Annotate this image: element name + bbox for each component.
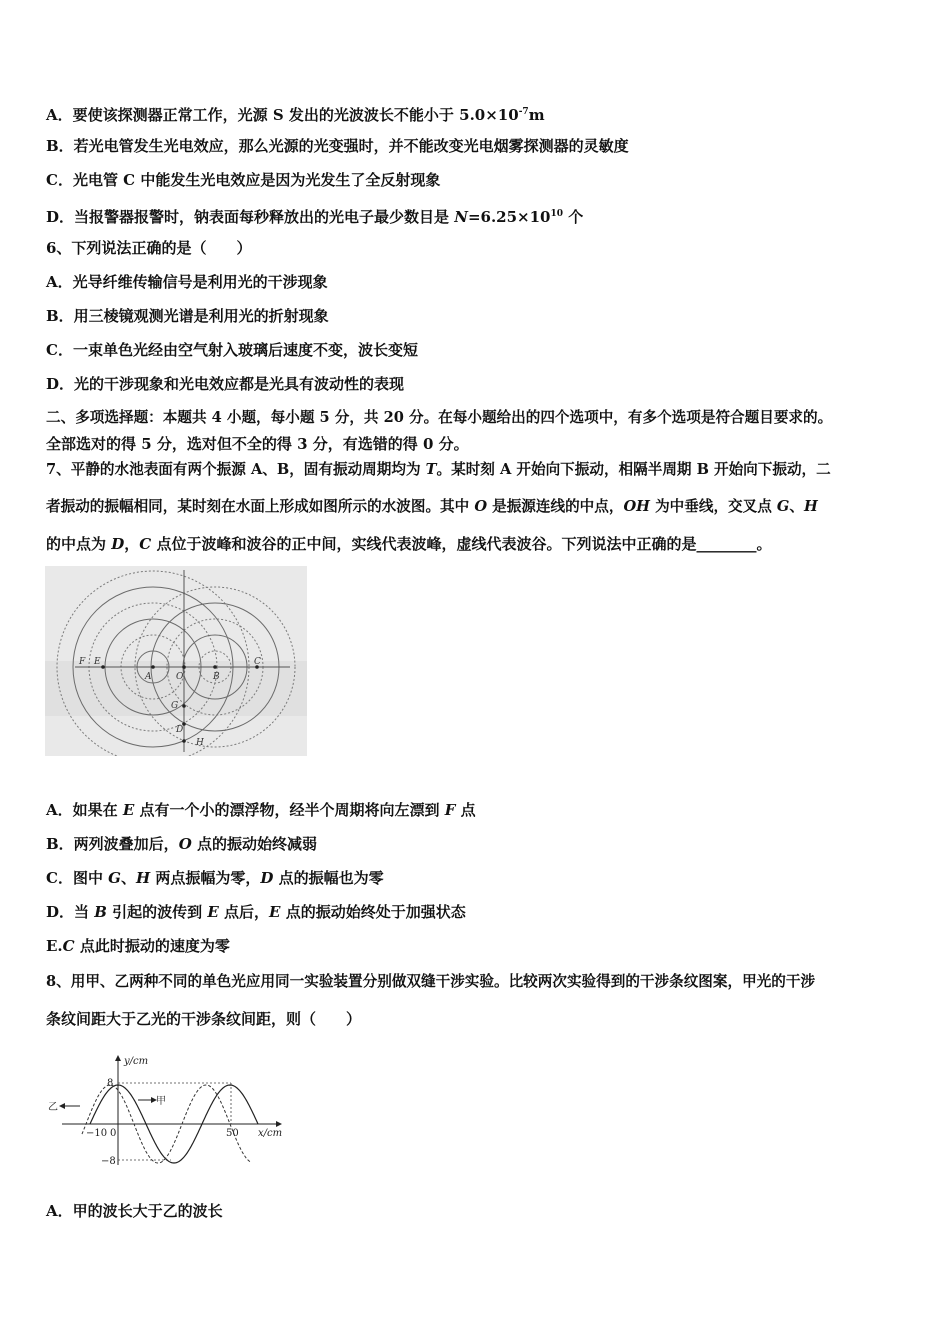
q5-option-b: B．若光电管发生光电效应，那么光源的光变强时，并不能改变光电烟雾探测器的灵敏度 [46,137,629,155]
q7-stem-line1: 7、平静的水池表面有两个振源 A、B，固有振动周期均为 T。某时刻 A 开始向下振动，相隔半周期 B 开始向下振动，二 [46,461,831,478]
q8-stem-line2: 条纹间距大于乙光的干涉条纹间距，则（ ） [46,1010,362,1028]
q7-option-b: B．两列波叠加后，O 点的振动始终减弱 [46,835,317,853]
label-c: C [254,657,261,667]
label-e: E [94,657,101,667]
reference-lines [118,1083,231,1160]
q7-option-c: C．图中 G、H 两点振幅为零，D 点的振幅也为零 [46,869,384,887]
x-tick-zero: 0 [110,1128,117,1139]
y-axis-label: y/cm [124,1056,149,1067]
q8-stem-line1: 8、用甲、乙两种不同的单色光应用同一实验装置分别做双缝干涉实验。比较两次实验得到的干涉条纹图案，甲光的干涉 [46,973,816,990]
y-tick-bottom: −8 [101,1156,116,1167]
q5-option-c: C．光电管 C 中能发生光电效应是因为光发生了全反射现象 [46,171,441,189]
label-f: F [79,657,86,667]
q6-option-c: C．一束单色光经由空气射入玻璃后速度不变，波长变短 [46,341,418,359]
x-tick-fifty: 50 [226,1128,239,1139]
y-tick-top: 8 [107,1078,114,1089]
label-h: H [196,738,204,748]
label-g: G [171,701,179,711]
q8-option-a: A．甲的波长大于乙的波长 [46,1202,223,1220]
q5-option-d: D．当报警器报警时，钠表面每秒释放出的光电子最少数目是 $N=6.25\times 10^{10}$ 个 [46,208,584,226]
q7-option-a: A．如果在 E 点有一个小的漂浮物，经半个周期将向左漂到 F 点 [46,801,476,819]
q6-stem: 6、下列说法正确的是（ ） [46,239,252,257]
water-wave-figure [45,566,307,756]
q7-stem-line3: 的中点为 D，C 点位于波峰和波谷的正中间，实线代表波峰，虚线代表波谷。下列说法中正确的是________。 [46,535,772,553]
x-tick-left: −10 [86,1128,108,1139]
q6-option-d: D．光的干涉现象和光电效应都是光具有波动性的表现 [46,375,405,393]
q5-option-a: A．要使该探测器正常工作，光源 S 发出的光波波长不能小于 $5.0\times 10^{-7}m$ [46,106,545,124]
wave-graph [46,1050,296,1170]
q6-option-a: A．光导纤维传输信号是利用光的干涉现象 [46,273,328,291]
wave-jia-label: 甲 [156,1096,166,1107]
section2-heading-line2: 全部选对的得 5 分，选对但不全的得 3 分，有选错的得 0 分。 [46,435,469,453]
q7-option-e: E.C 点此时振动的速度为零 [46,937,230,955]
section2-heading-line1: 二、多项选择题：本题共 4 小题，每小题 5 分，共 20 分。在每小题给出的四个选项中，有多个选项是符合题目要求的。 [46,409,833,426]
q7-option-d: D．当 B 引起的波传到 E 点后，E 点的振动始终处于加强状态 [46,903,466,921]
label-o: O [176,672,184,682]
x-axis-label: x/cm [258,1128,283,1139]
label-d: D [176,725,184,735]
q6-option-b: B．用三棱镜观测光谱是利用光的折射现象 [46,307,329,325]
label-b: B [213,672,220,682]
label-a: A [145,672,152,682]
wave-yi-label: 乙 [48,1102,58,1113]
q7-stem-line2: 者振动的振幅相同，某时刻在水面上形成如图所示的水波图。其中 O 是振源连线的中点，OH 为中垂线，交叉点 G、H [46,498,818,515]
